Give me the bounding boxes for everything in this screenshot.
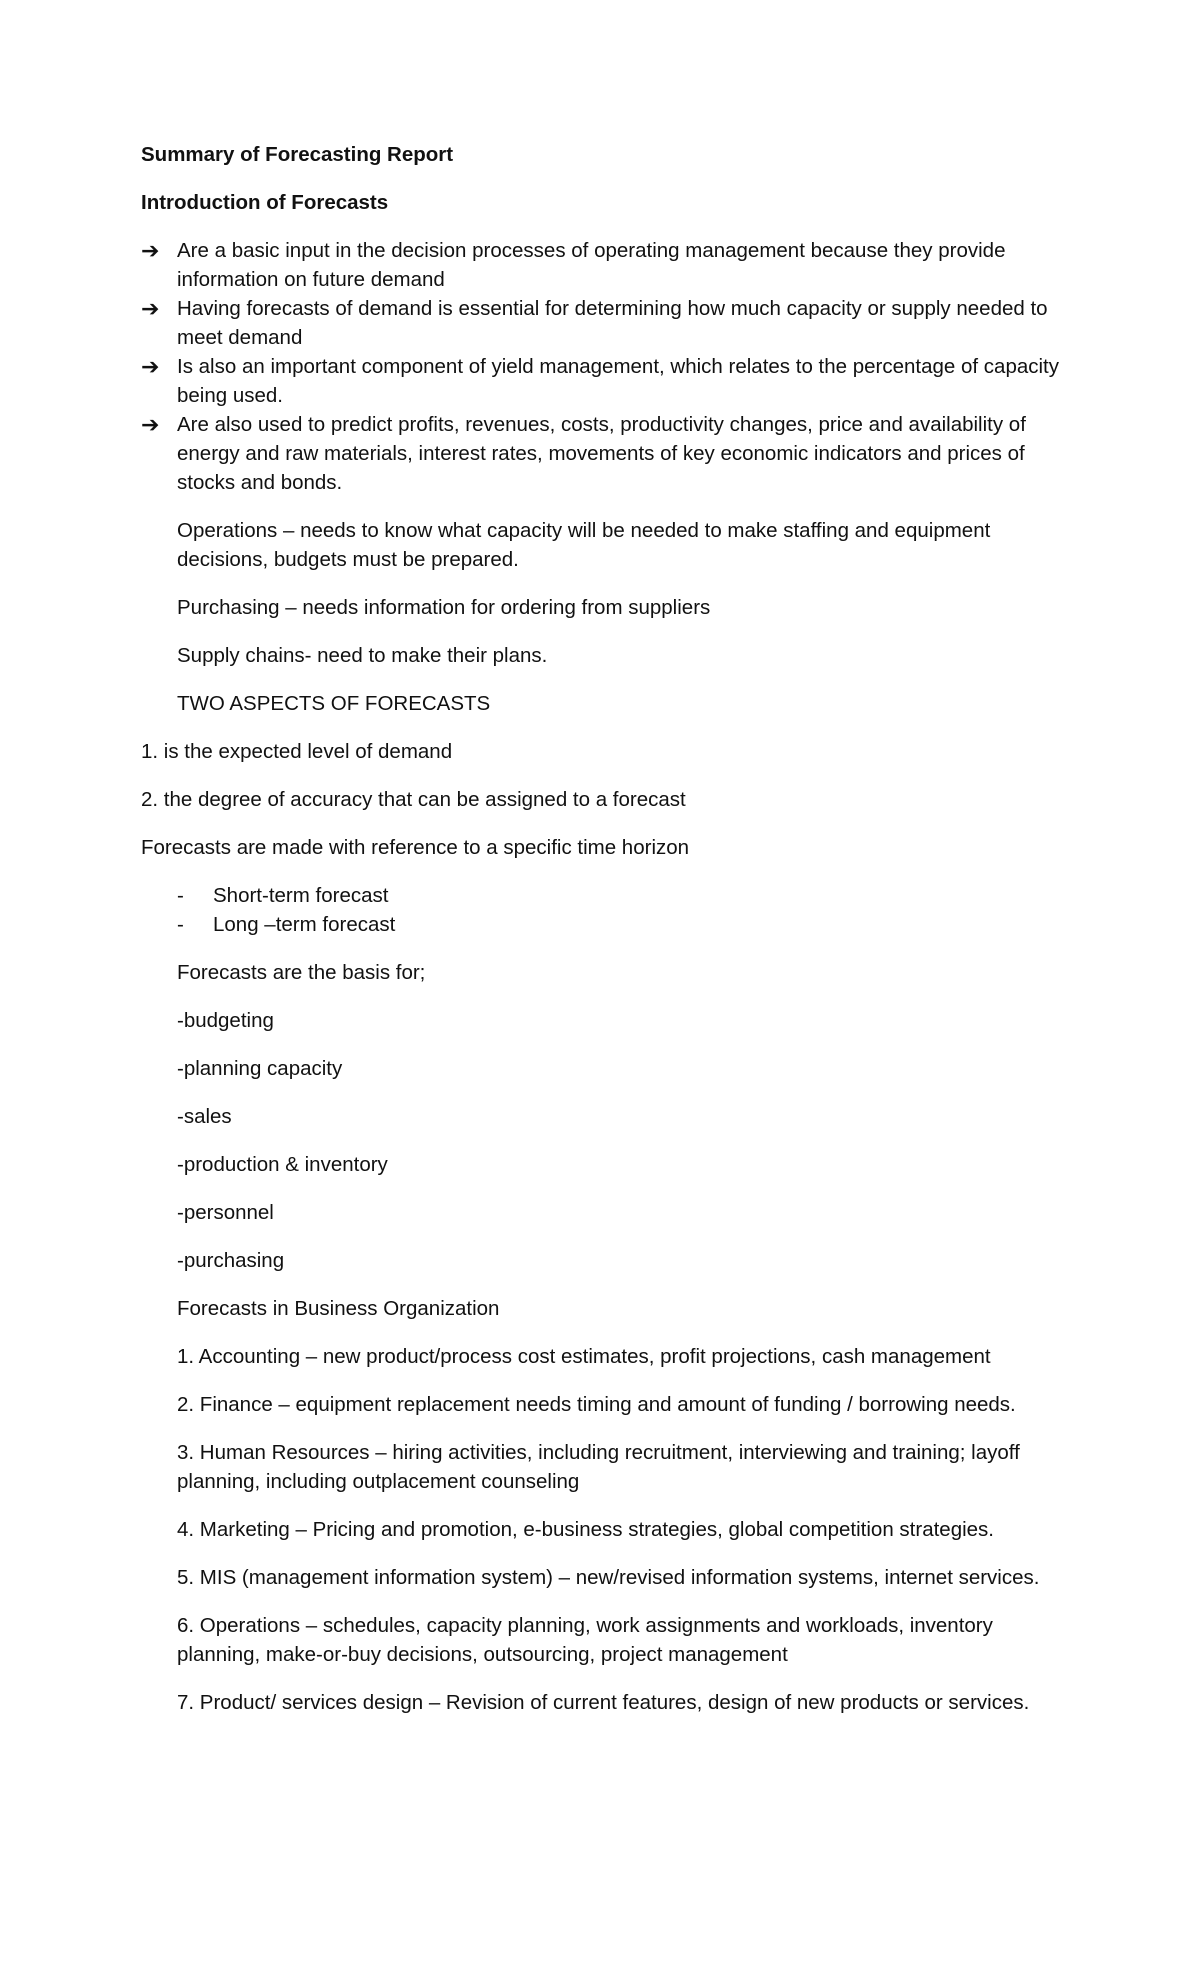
- list-item-text: Long –term forecast: [213, 913, 396, 936]
- arrow-icon: ➔: [141, 238, 160, 263]
- basis-item: -sales: [177, 1105, 232, 1128]
- two-aspects-heading: TWO ASPECTS OF FORECASTS: [177, 692, 491, 715]
- section-heading-introduction: Introduction of Forecasts: [141, 191, 389, 214]
- document-body: [141, 140, 1071, 1736]
- basis-item: -planning capacity: [177, 1057, 343, 1080]
- basis-item: -purchasing: [177, 1249, 285, 1272]
- purchasing-paragraph: Purchasing – needs information for ordering from suppliers: [177, 596, 711, 619]
- list-item-text: Having forecasts of demand is essential for determining how much capacity or supply needed to meet demand: [177, 297, 1048, 349]
- arrow-icon: ➔: [141, 354, 160, 379]
- business-item: 1. Accounting – new product/process cost estimates, profit projections, cash management: [177, 1345, 991, 1368]
- arrow-icon: ➔: [141, 296, 160, 321]
- business-item: 6. Operations – schedules, capacity planning, work assignments and workloads, inventory planning, make-or-buy decisions, outsourcing, project management: [177, 1614, 993, 1666]
- business-item: 3. Human Resources – hiring activities, including recruitment, interviewing and training; layoff planning, including outplacement counseling: [177, 1441, 1020, 1493]
- list-item-text: Are also used to predict profits, revenues, costs, productivity changes, price and availability of energy and raw materials, interest rates, movements of key economic indicators and prices of stocks and bonds.: [177, 413, 1026, 494]
- business-item: 5. MIS (management information system) – new/revised information systems, internet services.: [177, 1566, 1040, 1589]
- list-item: [141, 410, 1071, 497]
- horizon-list: [141, 881, 1071, 939]
- list-item-text: Are a basic input in the decision processes of operating management because they provide information on future demand: [177, 239, 1006, 291]
- list-item: [141, 236, 1071, 294]
- business-organization-heading: Forecasts in Business Organization: [177, 1297, 500, 1320]
- aspect-item-2: 2. the degree of accuracy that can be assigned to a forecast: [141, 788, 686, 811]
- list-item-text: Short-term forecast: [213, 884, 389, 907]
- document-title: Summary of Forecasting Report: [141, 143, 454, 166]
- basis-item: -production & inventory: [177, 1153, 388, 1176]
- basis-item: -budgeting: [177, 1009, 274, 1032]
- arrow-icon: ➔: [141, 412, 160, 437]
- list-item: [177, 881, 1071, 910]
- dash-bullet: -: [177, 884, 184, 907]
- business-item: 7. Product/ services design – Revision of current features, design of new products or services.: [177, 1691, 1030, 1714]
- aspect-item-1: 1. is the expected level of demand: [141, 740, 453, 763]
- basis-item: -personnel: [177, 1201, 274, 1224]
- basis-heading: Forecasts are the basis for;: [177, 961, 426, 984]
- business-item: 4. Marketing – Pricing and promotion, e-business strategies, global competition strategies.: [177, 1518, 995, 1541]
- time-horizon-paragraph: Forecasts are made with reference to a specific time horizon: [141, 836, 690, 859]
- supply-chains-paragraph: Supply chains- need to make their plans.: [177, 644, 548, 667]
- operations-paragraph: Operations – needs to know what capacity will be needed to make staffing and equipment decisions, budgets must be prepared.: [177, 519, 991, 571]
- list-item-text: Is also an important component of yield management, which relates to the percentage of capacity being used.: [177, 355, 1060, 407]
- dash-bullet: -: [177, 913, 184, 936]
- list-item: [141, 294, 1071, 352]
- business-item: 2. Finance – equipment replacement needs timing and amount of funding / borrowing needs.: [177, 1393, 1016, 1416]
- list-item: [141, 352, 1071, 410]
- list-item: [177, 910, 1071, 939]
- intro-bullet-list: [141, 236, 1071, 497]
